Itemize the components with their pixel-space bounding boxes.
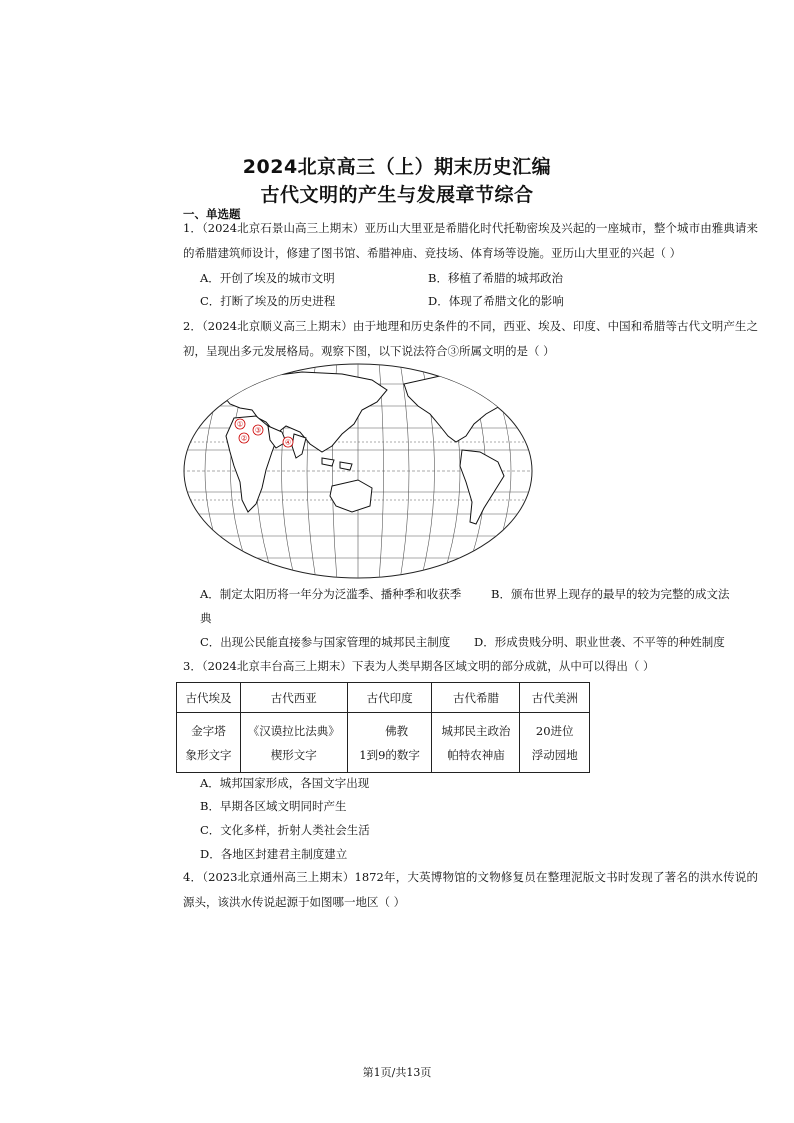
q2-option-b[interactable]: B．颁布世界上现存的最早的较为完整的成文法 [491,587,730,601]
q1-option-d[interactable]: D．体现了希腊文化的影响 [428,294,564,308]
table-header: 古代埃及 [177,683,241,713]
q3-option-b[interactable]: B．早期各区域文明同时产生 [200,799,347,813]
question-1-text: 1．（2024北京石景山高三上期末）亚历山大里亚是希腊化时代托勒密埃及兴起的一座城市，整个城市由雅典请来的希腊建筑师设计，修建了图书馆、希腊神庙、竞技场、体育场等设施。亚历山大里亚的兴起（ ） [183,221,758,260]
table-cell: 佛教 1到9的数字 [347,713,432,773]
q3-option-d[interactable]: D．各地区封建君主制度建立 [200,847,348,861]
page-subtitle: 古代文明的产生与发展章节综合 [260,184,534,206]
table-header-row [177,683,590,713]
q2-option-b-cont: 典 [200,611,212,625]
table-cell: 城邦民主政治 帕特农神庙 [432,713,520,773]
map-label-4: ④ [284,438,292,447]
table-row [177,713,590,773]
map-label-1: ① [236,420,244,429]
page-title: 2024北京高三（上）期末历史汇编 [242,156,552,178]
q2-option-c[interactable]: C．出现公民能直接参与国家管理的城邦民主制度 [200,635,451,649]
map-label-3: ③ [254,426,262,435]
table-header: 古代美洲 [520,683,590,713]
q3-option-c[interactable]: C．文化多样，折射人类社会生活 [200,823,370,837]
table-header: 古代印度 [347,683,432,713]
q2-option-d[interactable]: D．形成贵贱分明、职业世袭、不平等的种姓制度 [474,635,725,649]
page-footer: 第1页/共13页 [362,1066,432,1079]
civilization-table [176,682,590,773]
table-cell: 金字塔 象形文字 [177,713,241,773]
question-3-text: 3．（2024北京丰台高三上期末）下表为人类早期各区域文明的部分成就，从中可以得出（ ） [183,659,655,673]
section-heading: 一、单选题 [183,207,241,221]
q3-option-a[interactable]: A．城邦国家形成，各国文字出现 [200,776,370,790]
question-2-text: 2．（2024北京顺义高三上期末）由于地理和历史条件的不同，西亚、埃及、印度、中国和希腊等古代文明产生之初，呈现出多元发展格局。观察下图，以下说法符合③所属文明的是（ ） [183,319,758,358]
table-header: 古代希腊 [432,683,520,713]
q1-option-b[interactable]: B．移植了希腊的城邦政治 [428,271,563,285]
q1-option-c[interactable]: C．打断了埃及的历史进程 [200,294,336,308]
world-map [182,362,534,580]
table-header: 古代西亚 [240,683,347,713]
q2-option-a[interactable]: A．制定太阳历将一年分为泛滥季、播种季和收获季 [200,587,462,601]
q1-option-a[interactable]: A．开创了埃及的城市文明 [200,271,335,285]
question-4-text: 4．（2023北京通州高三上期末）1872年，大英博物馆的文物修复员在整理泥版文书时发现了著名的洪水传说的源头，该洪水传说起源于如图哪一地区（ ） [183,870,758,909]
map-label-2: ② [240,434,248,443]
table-cell: 《汉谟拉比法典》 楔形文字 [240,713,347,773]
table-cell: 20进位 浮动园地 [520,713,590,773]
